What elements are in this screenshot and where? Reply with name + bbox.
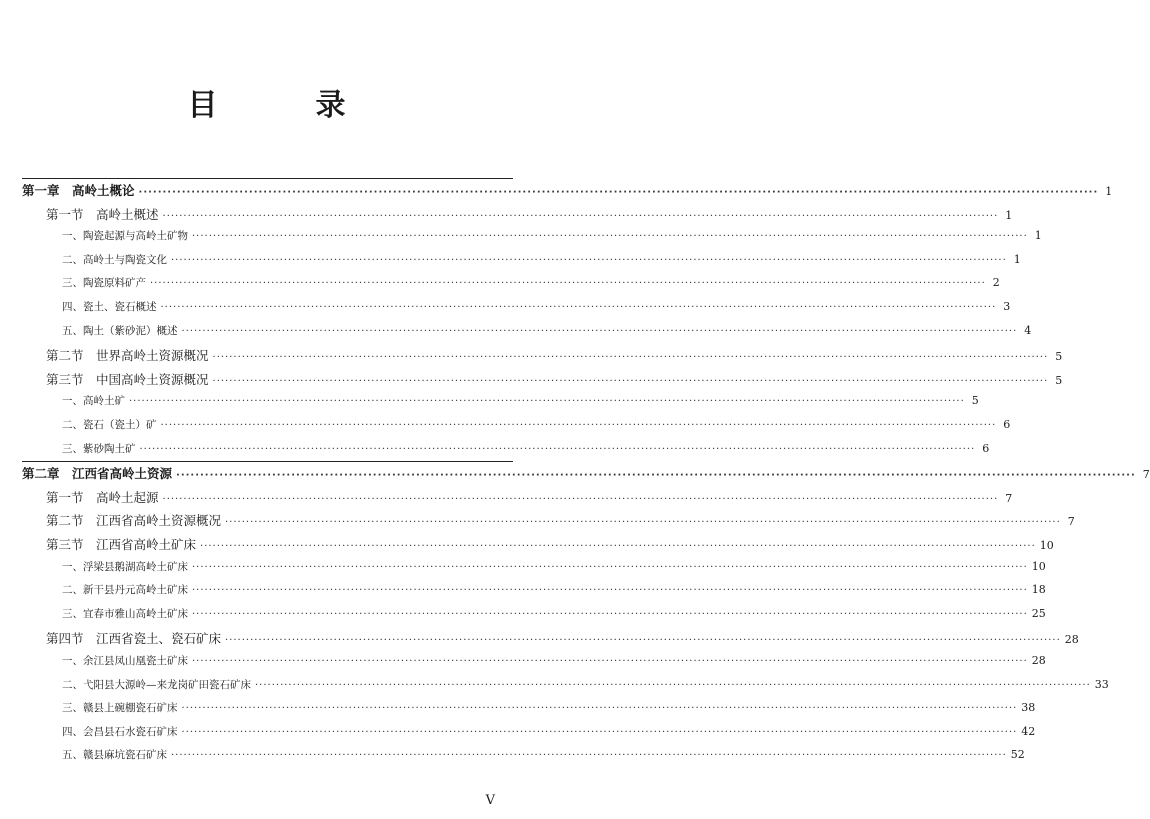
toc-entry-page: 1 bbox=[1005, 208, 1013, 222]
toc-entry-section[interactable] bbox=[0, 535, 1054, 559]
toc-entry-item[interactable] bbox=[0, 299, 1011, 323]
toc-entry-page: 5 bbox=[971, 394, 979, 408]
dot-leader: ········································································································································································································ bbox=[200, 541, 1036, 552]
toc-entry-section[interactable] bbox=[0, 346, 1063, 370]
toc-entry-label: 五、陶土（紫砂泥）概述 bbox=[62, 324, 178, 337]
toc-entry-item[interactable] bbox=[0, 606, 1046, 630]
dot-leader: ········································································································································································································ bbox=[139, 443, 976, 455]
toc-entry-label: 一、余江县凤山凰瓷土矿床 bbox=[62, 655, 188, 667]
dot-leader: ········································································································································································································ bbox=[192, 231, 1028, 243]
toc-entry-label: 二、高岭土与陶瓷文化 bbox=[62, 253, 167, 266]
toc-entry-label: 三、赣县上碗棚瓷石矿床 bbox=[62, 702, 178, 715]
toc-entry-page: 7 bbox=[1005, 491, 1013, 505]
toc-entry-label: 第三节 中国高岭土资源概况 bbox=[46, 371, 209, 387]
toc-entry-page: 10 bbox=[1039, 539, 1054, 552]
toc-entry-item[interactable] bbox=[0, 747, 1025, 771]
toc-entry-page: 5 bbox=[1055, 373, 1063, 387]
toc-entry-page: 2 bbox=[992, 276, 1000, 290]
toc-entry-label: 第二章 江西省高岭土资源 bbox=[22, 466, 173, 482]
chapter-rule bbox=[22, 461, 513, 462]
toc-entry-label: 四、瓷土、瓷石概述 bbox=[62, 301, 157, 313]
toc-entry-page: 28 bbox=[1064, 633, 1079, 647]
toc-entry-label: 四、会昌县石水瓷石矿床 bbox=[62, 725, 178, 738]
toc-entry-item[interactable] bbox=[0, 275, 1000, 299]
toc-entry-item[interactable] bbox=[0, 228, 1042, 252]
toc-entry-page: 6 bbox=[982, 441, 990, 455]
toc-entry-label: 第三节 江西省高岭土矿床 bbox=[46, 537, 197, 552]
dot-leader: ········································································································································································································ bbox=[181, 726, 1018, 738]
toc-entry-item[interactable] bbox=[0, 700, 1036, 724]
dot-leader: ········································································································································································································ bbox=[192, 656, 1028, 667]
toc-entry-label: 第一章 高岭土概论 bbox=[22, 183, 135, 198]
page-title: 目 录 bbox=[187, 88, 380, 123]
dot-leader: ········································································································································································································ bbox=[225, 635, 1061, 647]
dot-leader: ········································································································································································································ bbox=[150, 278, 986, 290]
dot-leader: ········································································································································································································ bbox=[160, 420, 997, 431]
toc-entry-page: 4 bbox=[1024, 323, 1032, 337]
dot-leader: ········································································································································································································ bbox=[192, 608, 1028, 620]
toc-entry-item[interactable] bbox=[0, 252, 1021, 276]
dot-leader: ········································································································································································································ bbox=[225, 517, 1061, 529]
toc-entry-label: 一、陶瓷起源与高岭土矿物 bbox=[62, 230, 188, 243]
toc-entry-label: 第一节 高岭土起源 bbox=[46, 489, 159, 505]
page-number: V bbox=[485, 793, 495, 808]
toc-entry-section[interactable] bbox=[0, 511, 1075, 535]
dot-leader: ········································································································································································································ bbox=[171, 254, 1007, 266]
toc-entry-item[interactable] bbox=[0, 724, 1036, 748]
toc-entry-label: 二、新干县丹元高岭土矿床 bbox=[62, 584, 188, 597]
toc-entry-label: 第二节 世界高岭土资源概况 bbox=[46, 348, 209, 364]
dot-leader: ········································································································································································································ bbox=[160, 302, 997, 313]
dot-leader: ········································································································································································································ bbox=[255, 679, 1091, 691]
toc-entry-section[interactable] bbox=[0, 629, 1079, 653]
toc-entry-label: 三、陶瓷原料矿产 bbox=[62, 277, 146, 290]
chapter-rule bbox=[22, 178, 513, 179]
toc-entry-label: 第一节 高岭土概述 bbox=[46, 206, 159, 222]
toc-entry-page: 7 bbox=[1142, 468, 1150, 482]
toc-entry-item[interactable] bbox=[0, 582, 1046, 606]
toc-entry-label: 第二节 江西省高岭土资源概况 bbox=[46, 513, 222, 529]
toc-entry-page: 10 bbox=[1031, 559, 1046, 573]
toc-entry-page: 5 bbox=[1055, 350, 1063, 364]
toc-entry-section[interactable] bbox=[0, 205, 1013, 229]
dot-leader: ········································································································································································································ bbox=[162, 493, 999, 505]
toc-entry-section[interactable] bbox=[0, 488, 1013, 512]
toc-entry-label: 一、高岭土矿 bbox=[62, 395, 125, 408]
toc-entry-chapter[interactable] bbox=[0, 181, 1113, 205]
toc-entry-page: 6 bbox=[1003, 418, 1011, 431]
toc-entry-item[interactable] bbox=[0, 677, 1109, 701]
toc-entry-page: 33 bbox=[1094, 677, 1109, 691]
toc-entry-label: 二、瓷石（瓷土）矿 bbox=[62, 419, 157, 431]
toc-entry-item[interactable] bbox=[0, 417, 1011, 441]
dot-leader: ········································································································································································································ bbox=[181, 703, 1018, 715]
toc-entry-page: 7 bbox=[1067, 515, 1075, 529]
toc-entry-label: 第四节 江西省瓷土、瓷石矿床 bbox=[46, 631, 222, 647]
dot-leader: ········································································································································································································ bbox=[162, 210, 999, 222]
toc-entry-page: 1 bbox=[1105, 185, 1113, 198]
toc-entry-item[interactable] bbox=[0, 393, 979, 417]
dot-leader: ········································································································································································································ bbox=[192, 585, 1028, 597]
dot-leader: ········································································································································································································ bbox=[171, 750, 1007, 762]
toc-entry-label: 一、浮梁县鹅湖高岭土矿床 bbox=[62, 560, 188, 573]
toc-entry-label: 五、赣县麻坑瓷石矿床 bbox=[62, 749, 167, 762]
dot-leader: ········································································································································································································ bbox=[192, 561, 1028, 573]
dot-leader: ········································································································································································································ bbox=[212, 352, 1049, 364]
toc-entry-page: 1 bbox=[1034, 229, 1042, 243]
dot-leader: ········································································································································································································ bbox=[181, 325, 1018, 337]
toc-entry-page: 25 bbox=[1031, 606, 1046, 620]
toc-entry-page: 3 bbox=[1003, 300, 1011, 313]
dot-leader: ········································································································································································································ bbox=[212, 375, 1049, 387]
toc-entry-label: 二、弋阳县大源岭—来龙岗矿田瓷石矿床 bbox=[62, 678, 251, 691]
toc-entry-section[interactable] bbox=[0, 370, 1063, 394]
toc-entry-item[interactable] bbox=[0, 559, 1046, 583]
toc-entry-page: 18 bbox=[1031, 583, 1046, 597]
dot-leader: ········································································································································································································ bbox=[129, 396, 965, 408]
toc-entry-label: 三、宜春市雅山高岭土矿床 bbox=[62, 607, 188, 620]
toc-entry-page: 52 bbox=[1010, 748, 1025, 762]
toc-entry-label: 三、紫砂陶土矿 bbox=[62, 442, 136, 455]
dot-leader: ········································································································································································································ bbox=[138, 187, 1099, 198]
toc-entry-page: 42 bbox=[1021, 724, 1036, 738]
toc-entry-chapter[interactable] bbox=[0, 464, 1150, 488]
dot-leader: ········································································································································································································ bbox=[176, 470, 1136, 482]
toc-entry-page: 1 bbox=[1013, 252, 1021, 266]
toc-entry-page: 28 bbox=[1031, 654, 1046, 667]
toc-entry-item[interactable] bbox=[0, 323, 1032, 347]
toc-entry-page: 38 bbox=[1021, 701, 1036, 715]
toc-entry-item[interactable] bbox=[0, 653, 1046, 677]
